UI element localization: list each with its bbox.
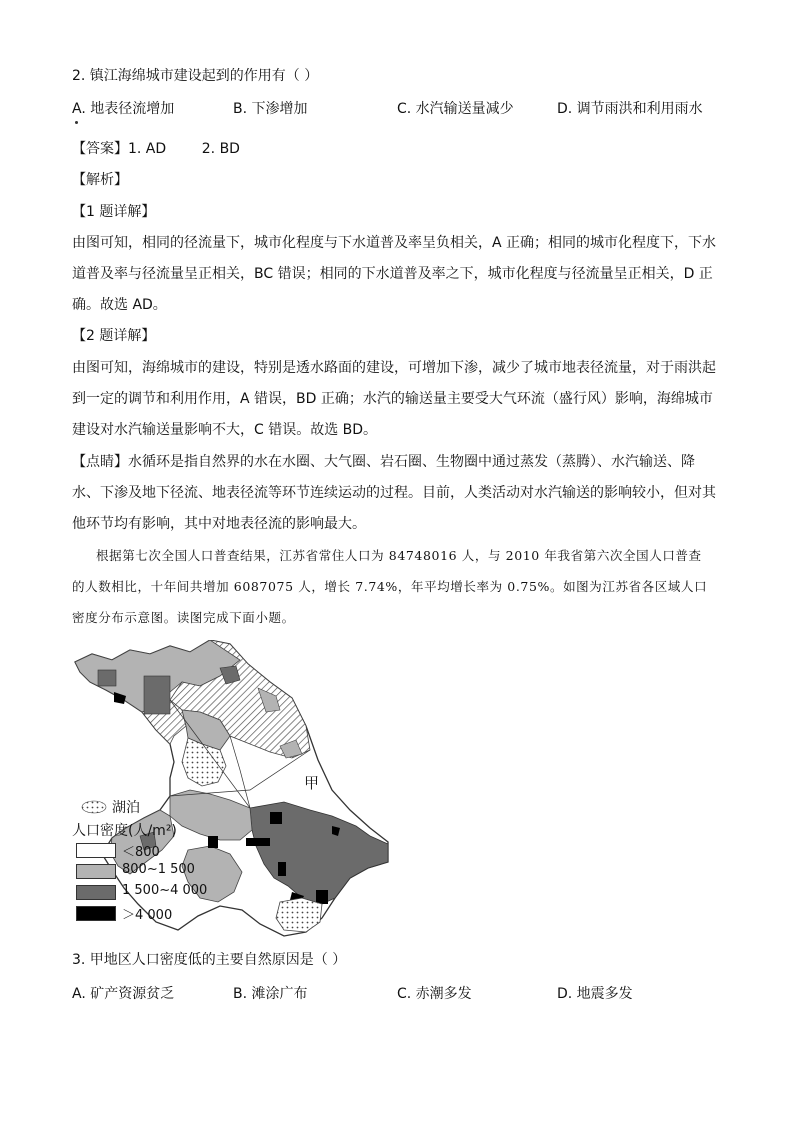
q2-option-a: A. 地表径流增加 bbox=[72, 101, 175, 117]
detail-2-label: 【2 题详解】 bbox=[72, 328, 156, 344]
material-line-3: 密度分布示意图。读图完成下面小题。 bbox=[72, 610, 295, 625]
region-black-2 bbox=[246, 838, 270, 846]
detail-1-line-2: 道普及率与径流量呈正相关，BC 错误；相同的下水道普及率之下，城市化程度与径流量呈正相关，D 正 bbox=[72, 266, 713, 282]
tips-label: 【点睛】 bbox=[72, 454, 128, 470]
region-black-3 bbox=[208, 836, 218, 848]
q2-option-c: C. 水汽输送量减少 bbox=[397, 101, 514, 117]
detail-2-line-1: 由图可知，海绵城市的建设，特别是透水路面的建设，可增加下渗，减少了城市地表径流量，对于雨洪起 bbox=[72, 360, 716, 376]
tips-line-2: 水、下渗及地下径流、地表径流等环节连续运动的过程。目前，人类活动对水汽输送的影响较小，但对其 bbox=[72, 485, 716, 501]
legend-swatch-3 bbox=[76, 885, 116, 900]
legend-swatch-2 bbox=[76, 864, 116, 879]
answer-row bbox=[72, 139, 240, 159]
detail-1-line-3: 确。故选 AD。 bbox=[72, 297, 167, 313]
answer-label: 【答案】 bbox=[72, 141, 128, 157]
detail-2-line-3: 建设对水汽输送量影响不大，C 错误。故选 BD。 bbox=[72, 422, 378, 438]
region-black-4 bbox=[278, 862, 286, 876]
q3-option-a: A. 矿产资源贫乏 bbox=[72, 986, 175, 1002]
region-black-5 bbox=[316, 890, 328, 904]
legend-swatch-4 bbox=[76, 906, 116, 921]
region-dark-north-1 bbox=[144, 676, 170, 714]
jia-label: 甲 bbox=[304, 774, 320, 792]
region-black-1 bbox=[270, 812, 282, 824]
jiangsu-map-svg bbox=[70, 640, 400, 940]
q3-option-b: B. 滩涂广布 bbox=[233, 986, 308, 1002]
legend-label-4: ＞4 000 bbox=[122, 908, 173, 923]
legend-swatch-1 bbox=[76, 843, 116, 858]
lake-legend-swatch bbox=[82, 801, 106, 813]
region-dark-north-2 bbox=[98, 670, 116, 686]
material-line-2: 的人数相比，十年间共增加 6087075 人，增长 7.74%，年平均增长率为 0.75%。如图为江苏省各区域人口 bbox=[72, 579, 708, 594]
question-2-stem: 2. 镇江海绵城市建设起到的作用有（ ） bbox=[72, 68, 319, 84]
tips-row-1 bbox=[72, 452, 695, 472]
population-density-map bbox=[70, 640, 400, 940]
q2-option-d: D. 调节雨洪和利用雨水 bbox=[557, 101, 703, 117]
answer-text: 1. AD 2. BD bbox=[128, 141, 240, 157]
material-line-1: 根据第七次全国人口普查结果，江苏省常住人口为 84748016 人，与 2010 年我省第六次全国人口普查 bbox=[96, 548, 702, 563]
legend-label-2: 800~1 500 bbox=[122, 862, 195, 877]
analysis-label: 【解析】 bbox=[72, 172, 128, 188]
tips-line-1: 水循环是指自然界的水在水圈、大气圈、岩石圈、生物圈中通过蒸发（蒸腾）、水汽输送、降 bbox=[128, 454, 695, 470]
detail-1-label: 【1 题详解】 bbox=[72, 204, 156, 220]
detail-1-line-1: 由图可知，相同的径流量下，城市化程度与下水道普及率呈负相关，A 正确；相同的城市化程度下，下水 bbox=[72, 235, 717, 251]
legend-label-1: ＜800 bbox=[122, 845, 160, 860]
q2-option-b: B. 下渗增加 bbox=[233, 101, 308, 117]
lake-taihu bbox=[276, 898, 322, 932]
tips-line-3: 他环节均有影响，其中对地表径流的影响最大。 bbox=[72, 516, 366, 532]
lake-legend-label: 湖泊 bbox=[112, 800, 140, 816]
q3-option-d: D. 地震多发 bbox=[557, 986, 633, 1002]
detail-2-line-2: 到一定的调节和利用作用，A 错误，BD 正确；水汽的输送量主要受大气环流（盛行风）影响，海绵城市 bbox=[72, 391, 713, 407]
legend-label-3: 1 500~4 000 bbox=[122, 883, 208, 898]
question-3-stem: 3. 甲地区人口密度低的主要自然原因是（ ） bbox=[72, 952, 347, 968]
legend-title: 人口密度(人/m²) bbox=[72, 823, 177, 839]
scan-dot bbox=[75, 121, 78, 124]
q3-option-c: C. 赤潮多发 bbox=[397, 986, 472, 1002]
